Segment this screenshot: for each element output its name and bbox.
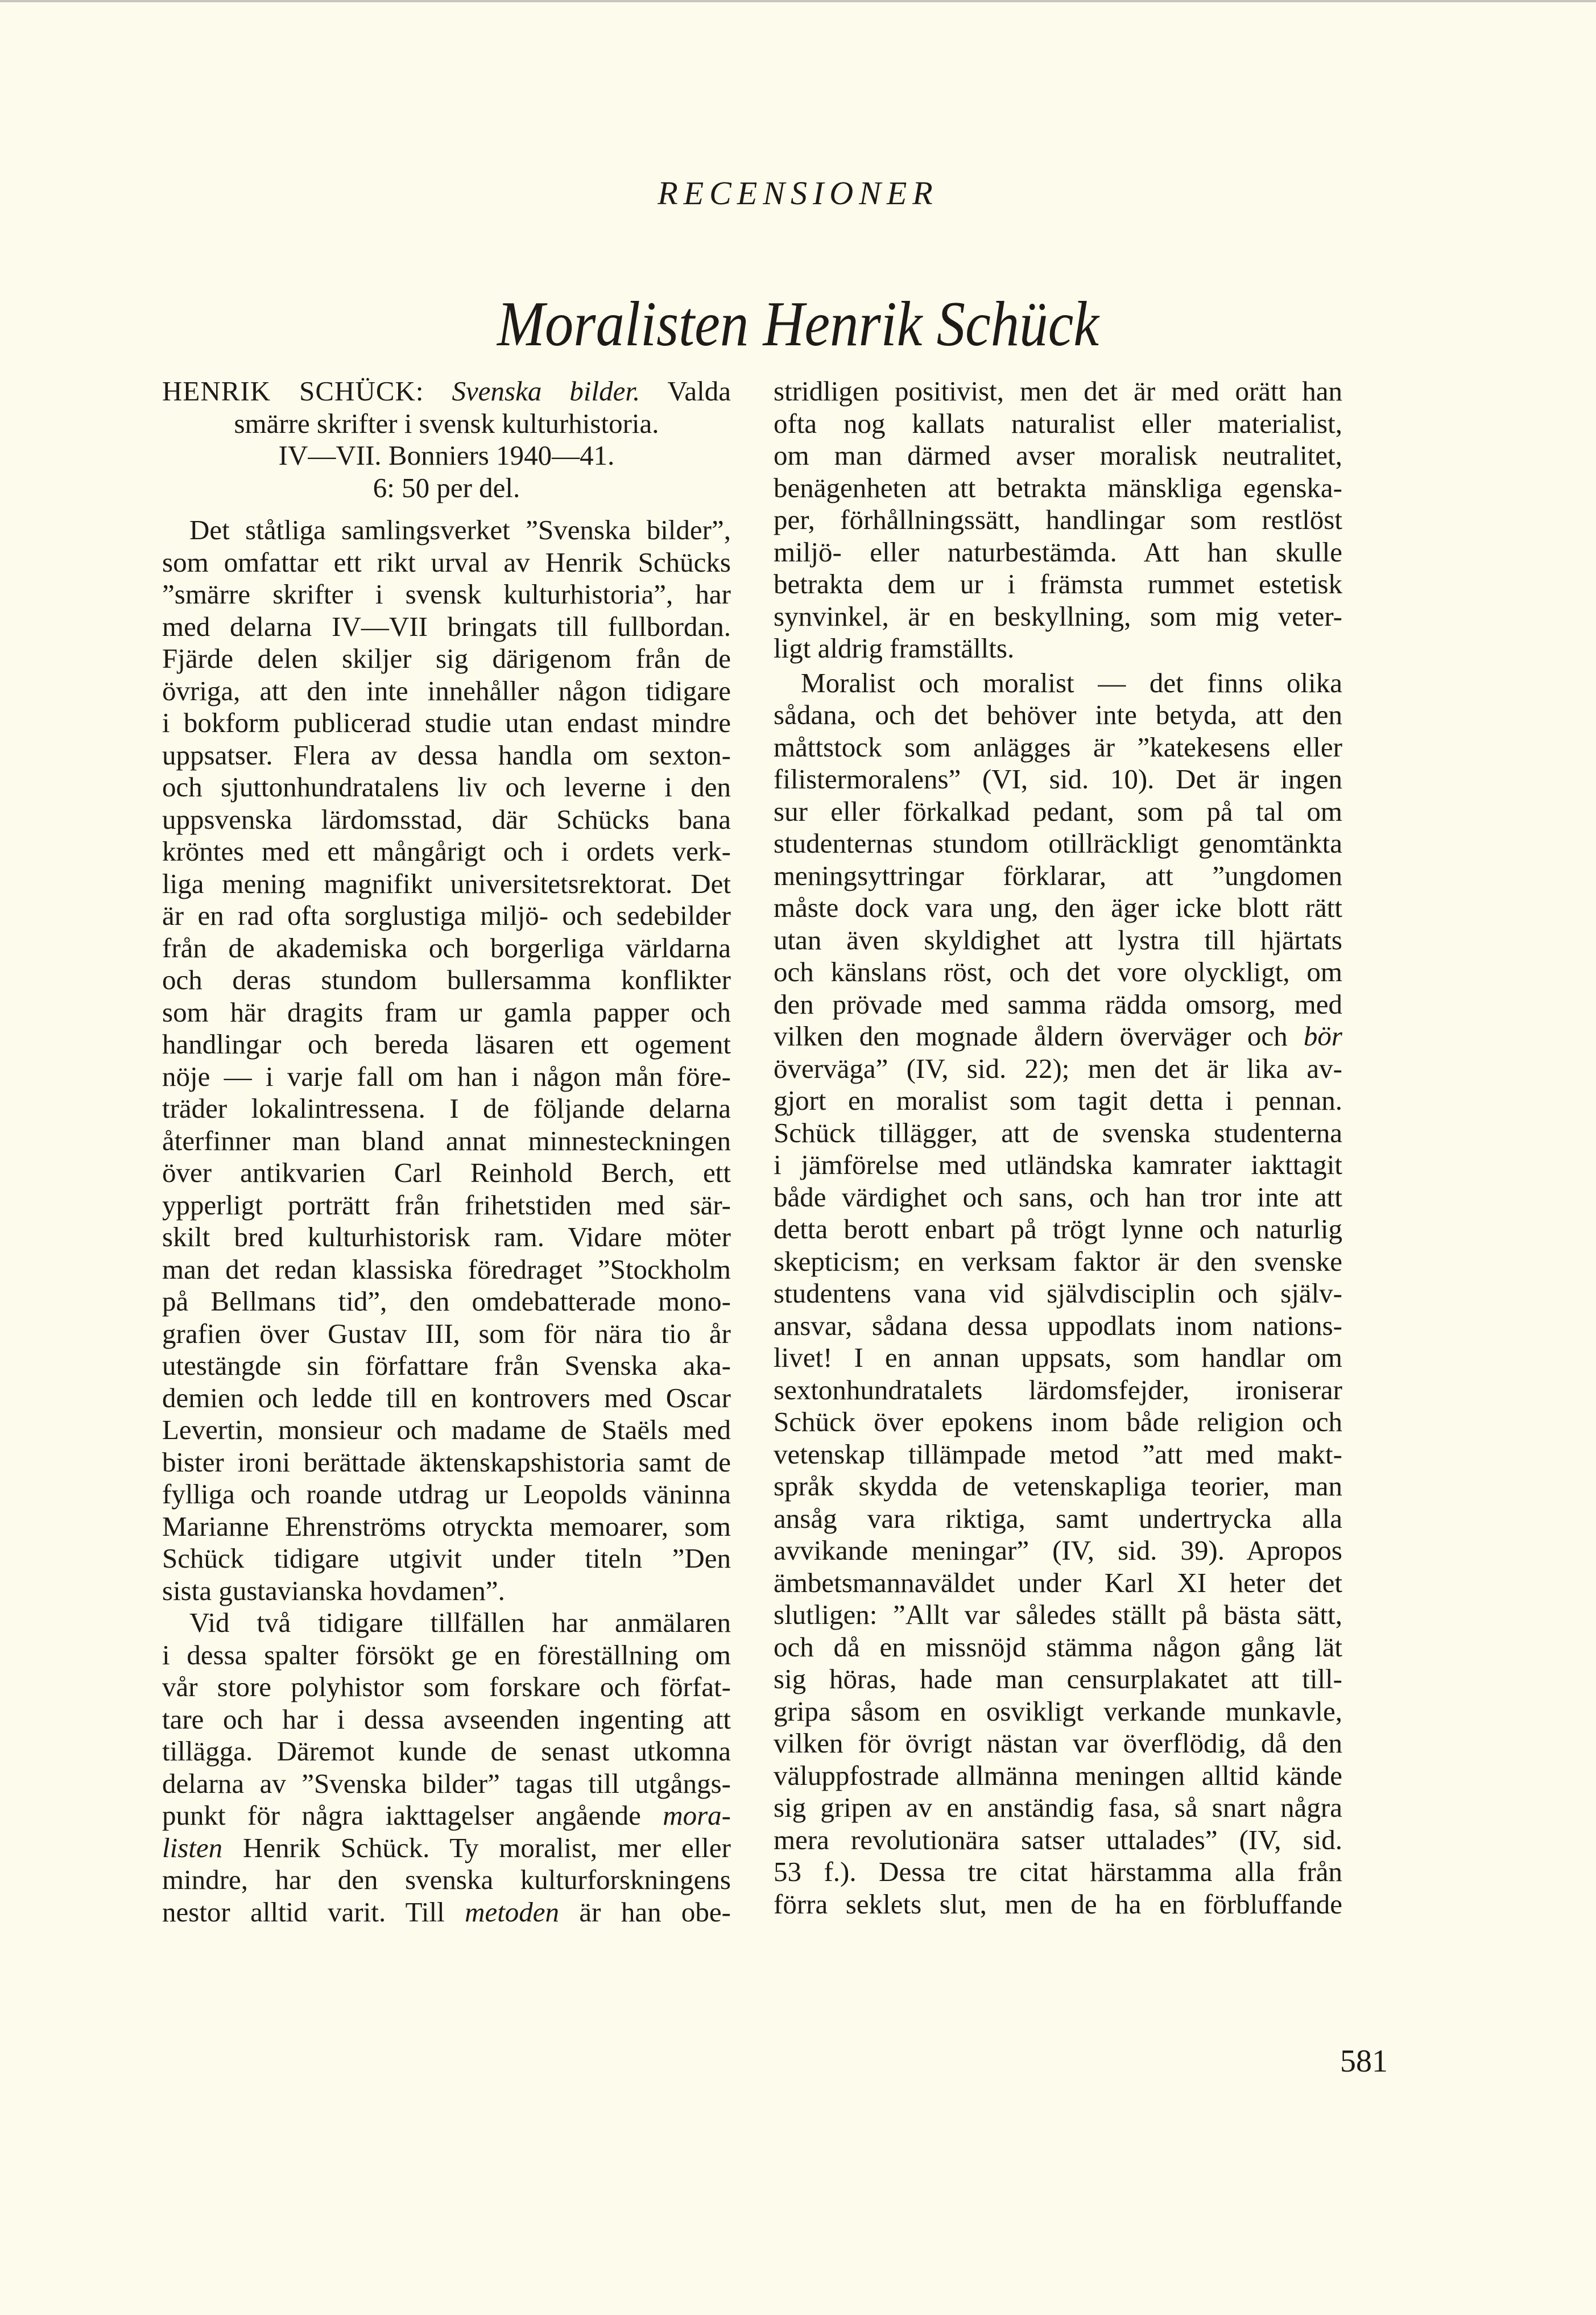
text-line	[162, 1800, 731, 1832]
text-line: mera revolutionära satser uttalades” (IV, sid.	[774, 1824, 1342, 1855]
italic-fragment: mora-	[663, 1800, 731, 1831]
text-line: ofta nog kallats naturalist eller materialist,	[774, 407, 1342, 439]
text-line: kröntes med ett mångårigt och i ordets verk-	[162, 836, 731, 867]
text-line: gripa såsom en osvikligt verkande munkavle,	[774, 1695, 1342, 1727]
text-line: övriga, att den inte innehåller någon tidigare	[162, 675, 731, 706]
text-line: benägenheten att betrakta mänskliga egenska-	[774, 472, 1342, 503]
text-line: överväga” (IV, sid. 22); men det är lika av-	[774, 1052, 1342, 1084]
text-line: livet! I en annan uppsats, som handlar om	[774, 1342, 1342, 1373]
text-line: både värdighet och sans, och han tror inte att	[774, 1181, 1342, 1213]
text-line	[162, 1832, 731, 1865]
scan-top-edge	[0, 0, 1596, 2]
text-line: Moralist och moralist — det finns olika	[801, 667, 1342, 698]
text-line: måste dock vara ung, den äger icke blott rätt	[774, 892, 1342, 923]
text-line: på Bellmans tid”, den omdebatterade mono-	[162, 1285, 731, 1317]
bibliography-line-4: 6: 50 per del.	[373, 472, 520, 503]
text-line: ansåg vara riktiga, samt undertrycka alla	[774, 1502, 1342, 1534]
text-line: Fjärde delen skiljer sig därigenom från de	[162, 643, 731, 674]
text-line: detta berott enbart på trögt lynne och naturlig	[774, 1213, 1342, 1245]
text-fragment: nestor alltid varit. Till	[162, 1896, 465, 1928]
text-line: demien och ledde till en kontrovers med Oscar	[162, 1382, 731, 1413]
text-line: och deras stundom bullersamma konflikter	[162, 964, 731, 995]
right-column	[774, 375, 1342, 1920]
text-line: betrakta dem ur i främsta rummet estetisk	[774, 568, 1342, 600]
text-line: över antikvarien Carl Reinhold Berch, ett	[162, 1157, 731, 1188]
text-line: och då en missnöjd stämma någon gång lät	[774, 1631, 1342, 1663]
text-line: tillägga. Däremot kunde de senast utkomna	[162, 1735, 731, 1767]
text-line: per, förhållningssätt, handlingar som restlöst	[774, 504, 1342, 535]
section-header: RECENSIONER	[658, 175, 938, 212]
text-line: utestängde sin författare från Svenska aka-	[162, 1350, 731, 1381]
text-fragment: Henrik Schück. Ty moralist, mer eller	[222, 1832, 731, 1863]
bibliography-line-1-tail: Valda	[667, 375, 731, 407]
text-line: synvinkel, är en beskyllning, som mig veter-	[774, 600, 1342, 632]
text-line: bister ironi berättade äktenskapshistoria samt de	[162, 1446, 731, 1478]
text-line: mindre, har den svenska kulturforskningens	[162, 1864, 731, 1895]
text-line: studenternas stundom otillräckligt genomtänkta	[774, 828, 1342, 859]
text-line: Det ståtliga samlingsverket ”Svenska bilder”,	[189, 514, 731, 545]
text-line: vilken för övrigt nästan var överflödig, då den	[774, 1727, 1342, 1759]
text-line: meningsyttringar förklarar, att ”ungdomen	[774, 859, 1342, 891]
text-line: ypperligt porträtt från frihetstiden med sär-	[162, 1189, 731, 1221]
text-fragment: vilken den mognade åldern överväger och	[774, 1020, 1304, 1052]
left-column	[162, 375, 731, 1928]
text-line: Vid två tidigare tillfällen har anmälaren	[189, 1607, 731, 1638]
spacer	[162, 504, 731, 514]
text-line: om man därmed avser moralisk neutralitet,	[774, 440, 1342, 471]
text-line: filistermoralens” (VI, sid. 10). Det är ingen	[774, 763, 1342, 795]
text-line	[774, 1020, 1342, 1053]
text-line: som omfattar ett rikt urval av Henrik Schücks	[162, 546, 731, 578]
text-fragment: är han obe-	[559, 1896, 731, 1928]
bibliography-line-1	[162, 375, 731, 408]
text-line: sig gripen av en anständig fasa, så snart några	[774, 1792, 1342, 1823]
text-line: gjort en moralist som tagit detta i pennan.	[774, 1085, 1342, 1116]
italic-fragment: bör	[1303, 1020, 1342, 1052]
text-line: ”smärre skrifter i svensk kulturhistoria”, har	[162, 578, 731, 610]
text-line: 53 f.). Dessa tre citat härstamma alla från	[774, 1856, 1342, 1887]
right-paragraph-1	[774, 375, 1342, 665]
text-line: med delarna IV—VII bringats till fullbordan.	[162, 610, 731, 642]
text-line: Marianne Ehrenströms otryckta memoarer, som	[162, 1510, 731, 1542]
text-line: fylliga och roande utdrag ur Leopolds väninna	[162, 1478, 731, 1510]
text-line: avvikande meningar” (IV, sid. 39). Apropos	[774, 1535, 1342, 1566]
text-line: i jämförelse med utländska kamrater iakttagit	[774, 1149, 1342, 1180]
text-line	[162, 1896, 731, 1929]
article-title: Moralisten Henrik Schück	[497, 289, 1099, 359]
bibliography-book-title: Svenska bilder.	[452, 375, 640, 407]
text-line: nöje — i varje fall om han i någon mån före-	[162, 1060, 731, 1092]
text-line: miljö- eller naturbestämda. Att han skulle	[774, 536, 1342, 568]
text-line: och känslans röst, och det vore olyckligt, om	[774, 956, 1342, 987]
text-line: skepticism; en verksam faktor är den svenske	[774, 1245, 1342, 1277]
text-line: uppsatser. Flera av dessa handla om sexton-	[162, 739, 731, 771]
text-line: uppsvenska lärdomsstad, där Schücks bana	[162, 803, 731, 835]
text-line: Schück tillägger, att de svenska studenterna	[774, 1117, 1342, 1148]
left-paragraph-2	[162, 1607, 731, 1928]
text-line: delarna av ”Svenska bilder” tagas till utgångs-	[162, 1767, 731, 1799]
page-number: 581	[1340, 2044, 1388, 2079]
text-line: sådana, och det behöver inte betyda, att den	[774, 699, 1342, 730]
bibliography-line-2: smärre skrifter i svensk kulturhistoria.	[234, 407, 659, 439]
text-line: ligt aldrig framställts.	[774, 633, 1015, 664]
italic-fragment: listen	[162, 1832, 223, 1863]
text-line: den prövade med samma rädda omsorg, med	[774, 988, 1342, 1020]
text-line: väluppfostrade allmänna meningen alltid kände	[774, 1759, 1342, 1791]
text-line: språk skydda de vetenskapliga teorier, man	[774, 1470, 1342, 1502]
text-line: sextonhundratalets lärdomsfejder, ironiserar	[774, 1374, 1342, 1405]
text-line: Levertin, monsieur och madame de Staëls med	[162, 1414, 731, 1445]
text-line: handlingar och bereda läsaren ett ogement	[162, 1028, 731, 1060]
text-line: och sjuttonhundratalens liv och leverne i den	[162, 771, 731, 803]
text-line: man det redan klassiska föredraget ”Stockholm	[162, 1253, 731, 1285]
text-line: utan även skyldighet att lystra till hjärtats	[774, 924, 1342, 956]
bibliography-entry	[162, 375, 731, 504]
text-line: liga mening magnifikt universitetsrektorat. Det	[162, 867, 731, 899]
text-line: vetenskap tillämpade metod ”att med makt-	[774, 1438, 1342, 1470]
left-paragraph-1	[162, 514, 731, 1607]
text-line: stridligen positivist, men det är med orätt han	[774, 375, 1342, 407]
text-line: tare och har i dessa avseenden ingenting att	[162, 1703, 731, 1735]
italic-fragment: metoden	[465, 1896, 560, 1928]
text-line: Schück över epokens inom både religion och	[774, 1406, 1342, 1437]
bibliography-line-3: IV—VII. Bonniers 1940—41.	[278, 440, 615, 471]
text-line: träder lokalintressena. I de följande delarna	[162, 1093, 731, 1124]
text-line: vår store polyhistor som forskare och förfat-	[162, 1671, 731, 1702]
text-line: i dessa spalter försökt ge en föreställning om	[162, 1639, 731, 1671]
text-line: Schück tidigare utgivit under titeln ”Den	[162, 1543, 731, 1574]
text-line: i bokform publicerad studie utan endast mindre	[162, 707, 731, 738]
text-line: skilt bred kulturhistorisk ram. Vidare möter	[162, 1221, 731, 1252]
text-line: ansvar, sådana dessa uppodlats inom nations-	[774, 1309, 1342, 1341]
right-paragraph-2	[774, 667, 1342, 1921]
text-line: återfinner man bland annat minnesteckningen	[162, 1125, 731, 1156]
text-line: som här dragits fram ur gamla papper och	[162, 996, 731, 1028]
text-line: är en rad ofta sorglustiga miljö- och sedebilder	[162, 900, 731, 931]
text-line: studentens vana vid självdisciplin och själv-	[774, 1278, 1342, 1309]
text-line: måttstock som anlägges är ”katekesens eller	[774, 731, 1342, 763]
bibliography-author: HENRIK SCHÜCK:	[162, 375, 424, 407]
text-line: sig höras, hade man censurplakatet att till-	[774, 1663, 1342, 1694]
text-line: ämbetsmannaväldet under Karl XI heter det	[774, 1566, 1342, 1598]
text-fragment: punkt för några iakttagelser angående	[162, 1800, 663, 1831]
text-line: sur eller förkalkad pedant, som på tal om	[774, 795, 1342, 827]
text-line: från de akademiska och borgerliga världarna	[162, 932, 731, 964]
text-line: förra seklets slut, men de ha en förbluffande	[774, 1888, 1342, 1920]
text-line: sista gustavianska hovdamen”.	[162, 1574, 505, 1606]
text-line: slutligen: ”Allt var således ställt på bästa sätt,	[774, 1599, 1342, 1630]
text-line: grafien över Gustav III, som för nära tio år	[162, 1317, 731, 1349]
